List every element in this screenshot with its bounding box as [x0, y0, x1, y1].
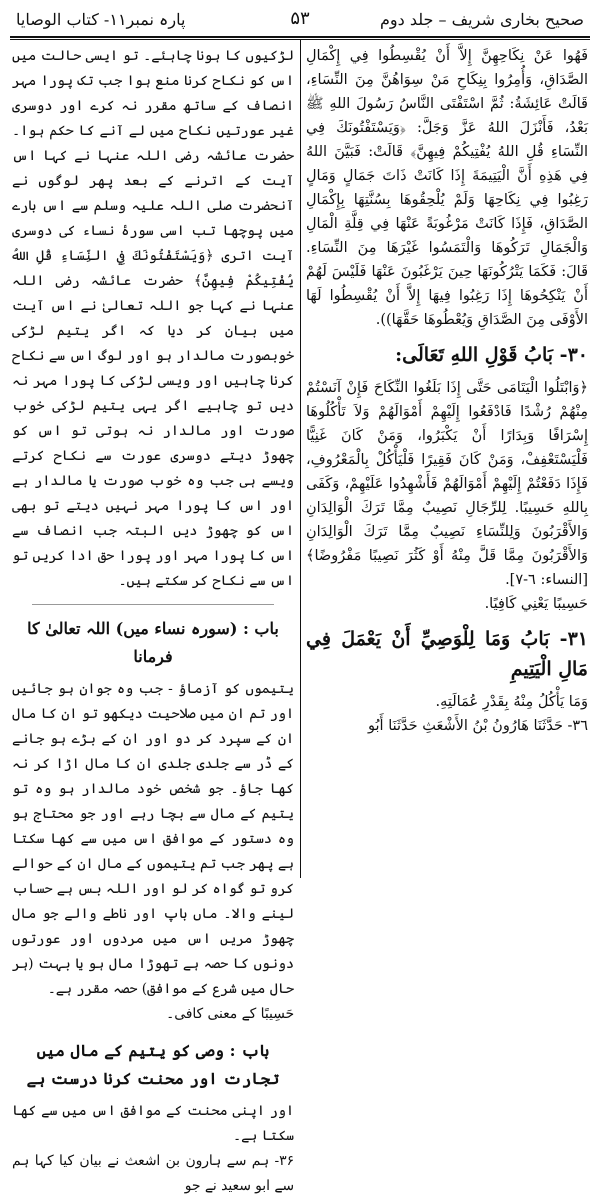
book-title: صحیح بخاری شریف – جلد دوم — [380, 10, 584, 29]
urdu-column — [12, 44, 294, 1194]
page-number: ۵۳ — [290, 8, 310, 29]
arabic-column — [306, 44, 588, 876]
page-header — [10, 4, 590, 36]
urdu-separator — [32, 604, 274, 605]
column-divider — [300, 40, 301, 878]
urdu-bab-31-heading: باب : وصی کو یتیم کے مال میں تجارت اور محنت کرنا درست ہے — [26, 1041, 280, 1088]
urdu-paragraph-2-tail: حَسِيبًا کے معنی کافی۔ — [166, 1006, 294, 1022]
urdu-paragraph-4: ۳۶- ہم سے ہارون بن اشعث نے بیان کیا کہا ہم سے ابو سعید نے جو — [12, 1153, 294, 1194]
urdu-paragraph-1: لڑکیوں کا ہونا چاہئے۔ تو ایسی حالت میں اس کو نکاح کرنا منع ہوا جب تک پورا مہر انصاف کے ساتھ مقرر نہ کرے اور دوسری غیر عورتیں نکاح میں لے آنے کا حکم ہوا۔ حضرت عائشہ رضی اللہ عنہا نے کہا اس آیت کے اترنے کے بعد پھر لوگوں نے آنحضرت صلی اللہ علیہ وسلم سے اس بارے میں پوچھا تب اسی سورۂ نساء کی دوسری آیت اتری ﴿وَيَسْتَفْتُونَكَ فِي النِّسَاءِ قُلِ اللهُ يُفْتِيكُمْ فِيهِنَّ﴾ حضرت عائشہ رضی اللہ عنہا نے کہا جو اللہ تعالیٰ نے اس آیت میں بیان کر دیا کہ اگر یتیم لڑکی خوبصورت مالدار ہو اور لوگ اس سے نکاح کرنا چاہیں اور ویسی لڑکی کا پورا مہر نہ دیں تو چاہیے اگر یہی یتیم لڑکی خوب صورت اور مالدار نہ ہوتی تو اس کو چھوڑ دیتے دوسری عورت سے نکاح کرتے ویسے ہی جب وہ خوب صورت یا مالدار ہے اور اس کا پورا مہر نہیں دیتے تو بھی اس کو چھوڑ دیں البتہ جب انصاف سے اس کا پورا مہر اور پورا حق ادا کریں تو اس سے نکاح کر سکتے ہیں۔ — [12, 48, 294, 589]
arabic-paragraph-1: فَهُوا عَنْ نِكَاحِهِنَّ إِلاَّ أَنْ يُقْسِطُوا فِي إِكْمَالِ الصَّدَاقِ، وَأُمِرُوا بِنِكَاحِ مَنْ سِوَاهُنَّ مِنَ النِّسَاءِ، قَالَتْ عَائِشَةُ: ثُمَّ اسْتَفْتَى النَّاسُ رَسُولَ اللهِ ﷺ بَعْدُ، فَأَنْزَلَ اللهُ عَزَّ وَجَلَّ: ﴿وَيَسْتَفْتُونَكَ فِي النِّسَاءِ قُلِ اللهُ يُفْتِيكُمْ فِيهِنَّ﴾ قَالَتْ: فَبَيَّنَ اللهُ فِي هَذِهِ أَنَّ الْيَتِيمَةَ إِذَا كَانَتْ ذَاتَ جَمَالٍ وَمَالٍ رَغِبُوا فِي نِكَاحِهَا وَلَمْ يُلْحِقُوهَا بِسُنَّتِهَا بِإِكْمَالِ الصَّدَاقِ، فَإِذَا كَانَتْ مَرْغُوبَةً عَنْهَا فِي قِلَّةِ الْمَالِ وَالْجَمَالِ تَرَكُوهَا وَالْتَمَسُوا غَيْرَهَا مِنَ النِّسَاءِ. قَالَ: فَكَمَا يَتْرُكُونَهَا حِينَ يَرْغَبُونَ عَنْهَا فَلَيْسَ لَهُمْ أَنْ يَنْكِحُوهَا إِذَا رَغِبُوا فِيهَا إِلاَّ أَنْ يُقْسِطُوا لَهَا الأَوْفَى مِنَ الصَّدَاقِ وَيُعْطُوهَا حَقَّهَا)). — [306, 48, 588, 328]
arabic-bab-31-heading: ٣١- بَابُ وَمَا لِلْوَصِيِّ أَنْ يَعْمَلَ فِي مَالِ الْيَتِيمِ — [306, 628, 588, 680]
header-rule — [10, 36, 590, 38]
urdu-paragraph-2: یتیموں کو آزماؤ - جب وہ جوان ہو جائیں اور تم ان میں صلاحیت دیکھو تو ان کا مال ان کے سپرد کر دو اور ان کے بڑے ہو جانے کے ڈر سے جلدی جلدی ان کا مال اڑا کر نہ کھا جاؤ۔ جو شخص خود مالدار ہو وہ تو یتیم کے مال سے بچا رہے اور جو محتاج ہو وہ دستور کے موافق اس میں سے کھا سکتا ہے پھر جب تم یتیموں کے مال ان کے حوالے کرو تو گواہ کر لو اور اللہ بس ہے حساب لینے والا۔ ماں باپ اور ناطے والے جو مال چھوڑ مریں اس میں مردوں اور عورتوں دونوں کا حصہ ہے تھوڑا مال ہو یا بہت (ہر حال میں شرع کے موافق) حصہ مقرر ہے۔ — [12, 681, 294, 997]
arabic-paragraph-2: ﴿وَابْتَلُوا الْيَتَامَى حَتَّى إِذَا بَلَغُوا النِّكَاحَ فَإِنْ آنَسْتُمْ مِنْهُمْ رُشْدًا فَادْفَعُوا إِلَيْهِمْ أَمْوَالَهُمْ وَلاَ تَأْكُلُوهَا إِسْرَافًا وَبِدَارًا أَنْ يَكْبَرُوا، وَمَنْ كَانَ غَنِيًّا فَلْيَسْتَعْفِفْ، وَمَنْ كَانَ فَقِيرًا فَلْيَأْكُلْ بِالْمَعْرُوفِ، فَإِذَا دَفَعْتُمْ إِلَيْهِمْ أَمْوَالَهُمْ فَأَشْهِدُوا عَلَيْهِمْ، وَكَفَى بِاللهِ حَسِيبًا. لِلرِّجَالِ نَصِيبٌ مِمَّا تَرَكَ الْوَالِدَانِ وَالأَقْرَبُونَ وَلِلنِّسَاءِ نَصِيبٌ مِمَّا تَرَكَ الْوَالِدَانِ وَالأَقْرَبُونَ مِمَّا قَلَّ مِنْهُ أَوْ كَثُرَ نَصِيبًا مَفْرُوضًا﴾ [النساء: ٦-٧]. — [306, 380, 588, 588]
urdu-paragraph-3: اور اپنی محنت کے موافق اس میں سے کھا سکتا ہے۔ — [12, 1103, 294, 1144]
arabic-paragraph-4: ٣٦- حَدَّثَنَا هَارُونُ بْنُ الأَشْعَثِ حَدَّثَنَا أَبُو — [368, 718, 588, 734]
arabic-paragraph-3: وَمَا يَأْكُلُ مِنْهُ بِقَدْرِ عُمَالَتِهِ. — [435, 694, 588, 710]
arabic-paragraph-2-tail: حَسِيبًا يَعْنِي كَافِيًا. — [484, 596, 588, 612]
arabic-bab-30-heading: ٣٠- بَابُ قَوْلِ اللهِ تَعَالَى: — [395, 344, 588, 366]
section-title: پارہ نمبر۱۱- کتاب الوصایا — [16, 10, 186, 29]
urdu-bab-30-heading: باب : (سورہ نساء میں) اللہ تعالیٰ کا فرمانا — [27, 619, 279, 666]
